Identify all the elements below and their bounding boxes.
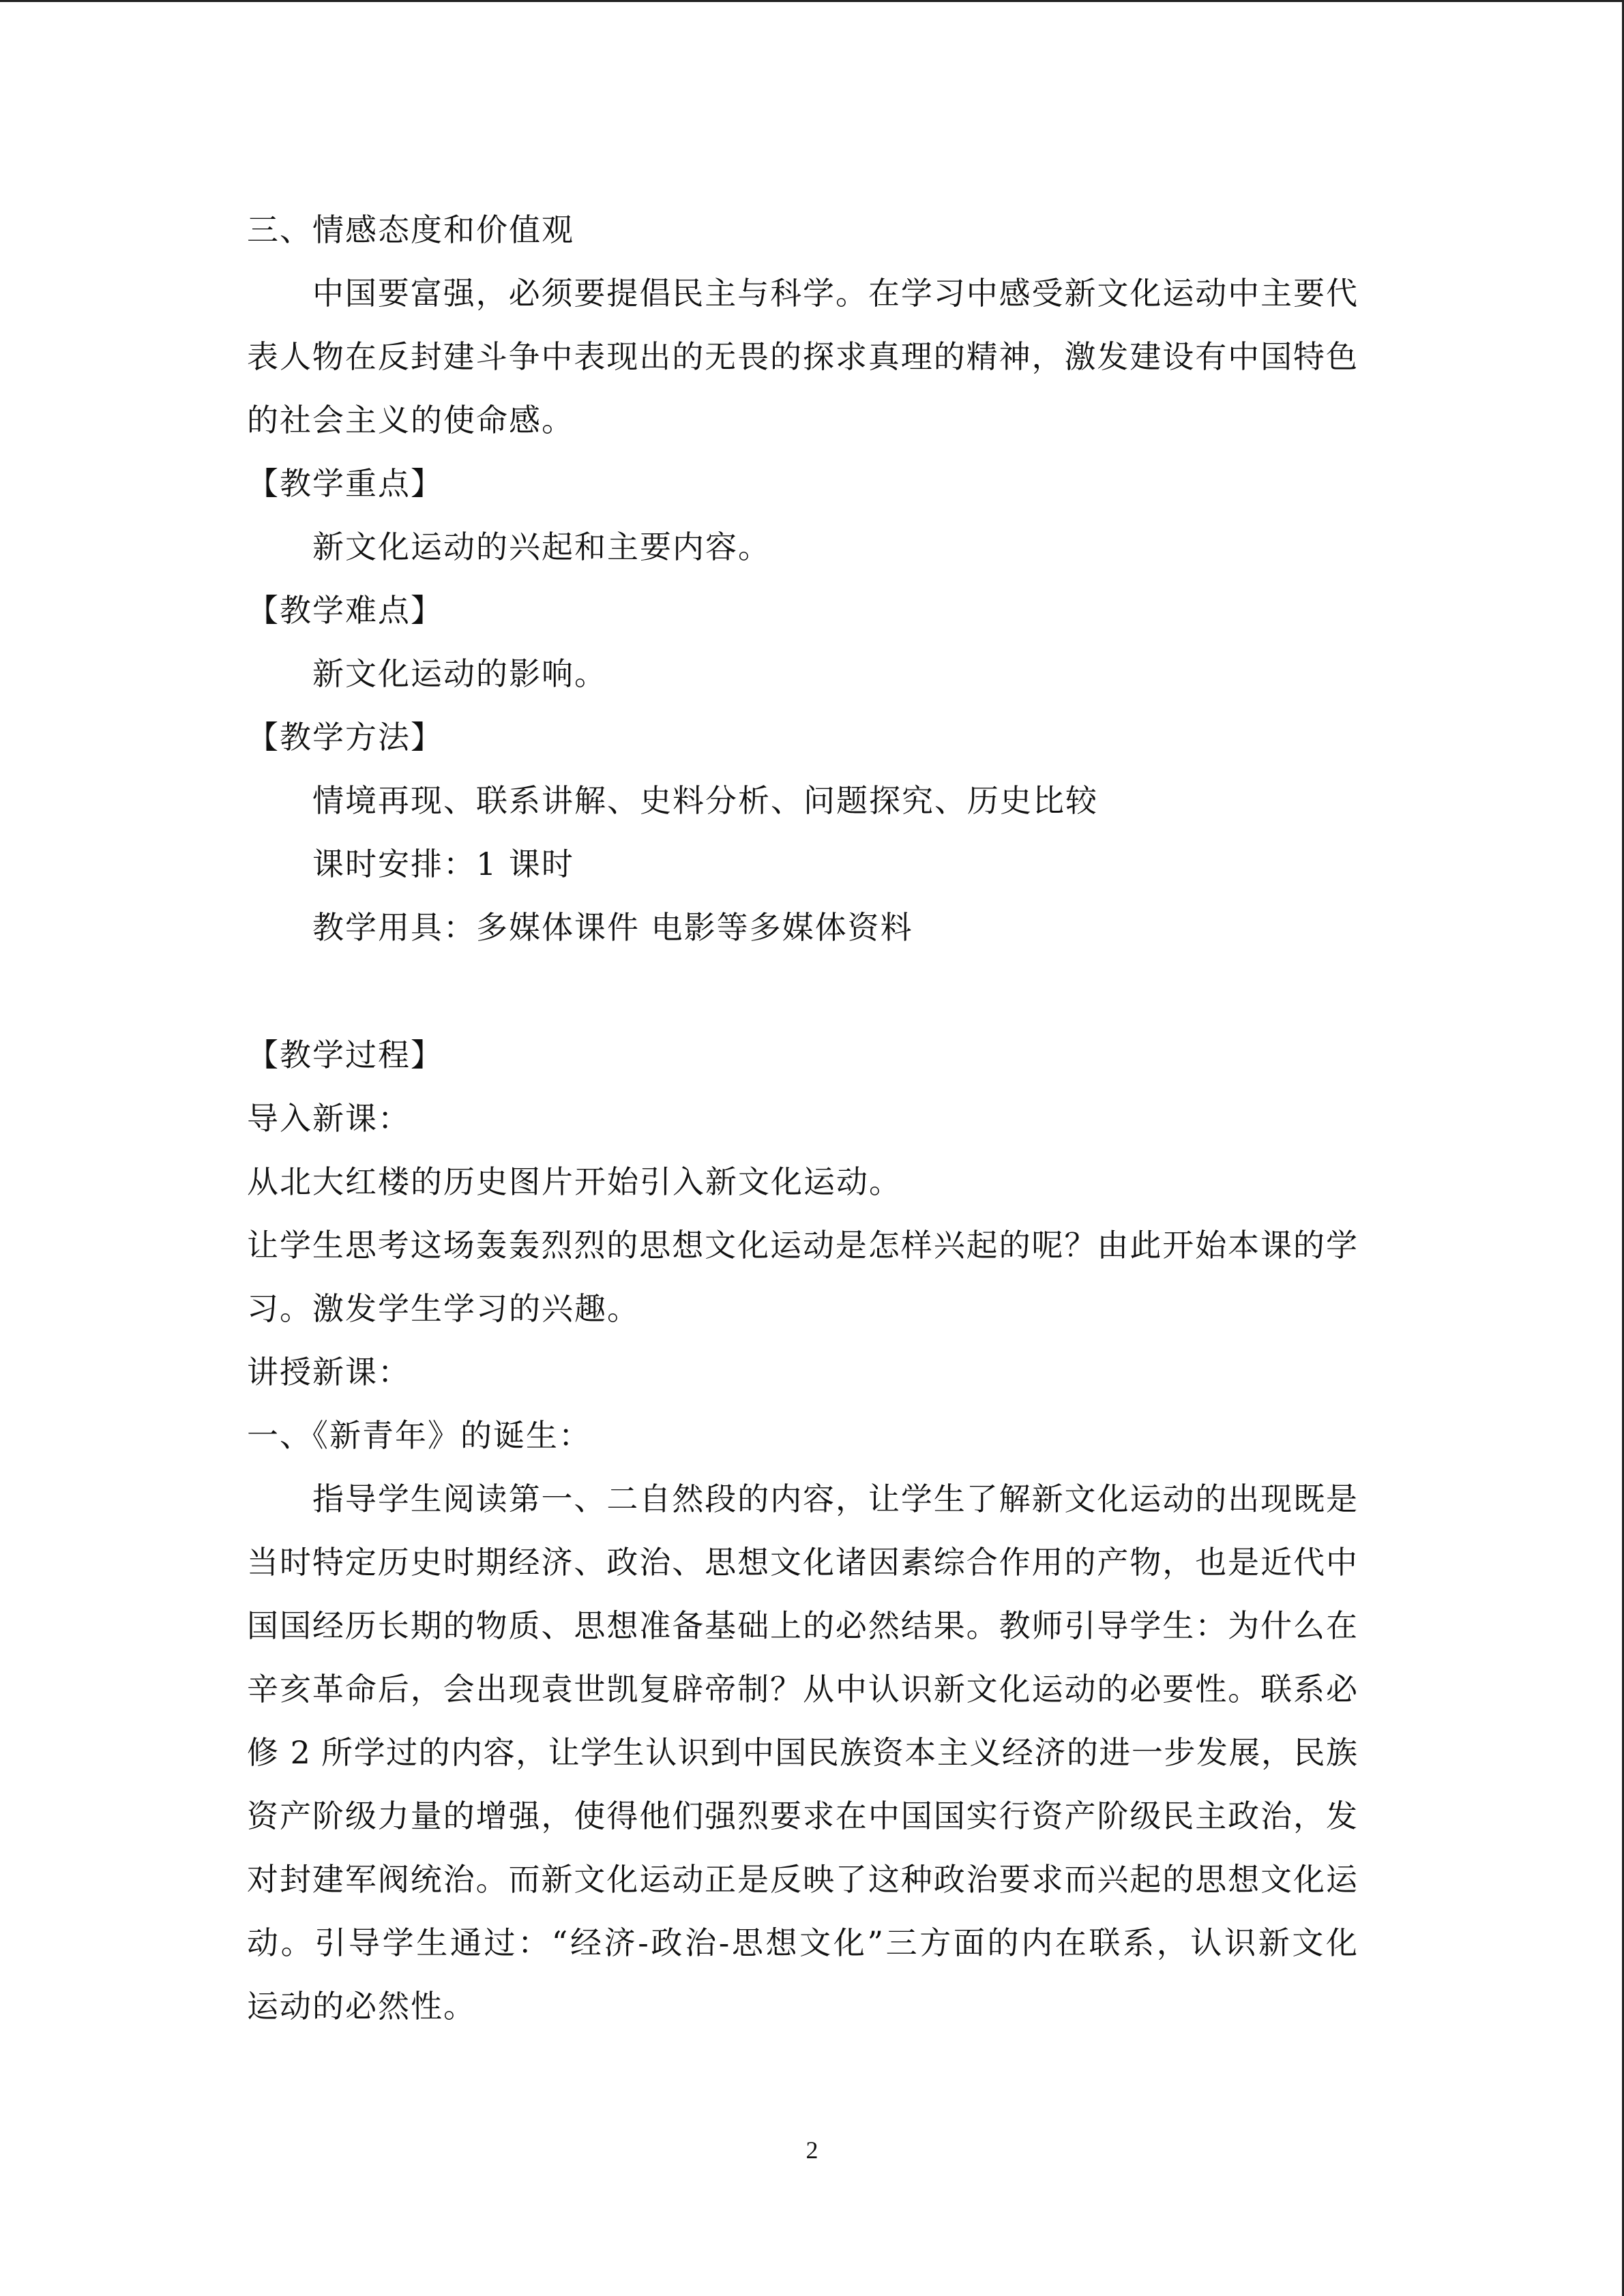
part1-heading: 一、《新青年》的诞生： (247, 1417, 591, 1454)
difficulty-heading: 【教学难点】 (247, 592, 443, 629)
section-heading-attitude: 三、情感态度和价值观 (247, 211, 574, 248)
intro-line: 让学生思考这场轰轰烈烈的思想文化运动是怎样兴起的呢？由此开始本课的学 (247, 1227, 1357, 1264)
process-heading: 【教学过程】 (247, 1037, 443, 1073)
intro-heading: 导入新课： (247, 1100, 411, 1137)
paragraph-line: 修 2 所学过的内容，让学生认识到中国民族资本主义经济的进一步发展，民族 (247, 1734, 1357, 1771)
tools-text: 教学用具：多媒体课件 电影等多媒体资料 (312, 909, 913, 946)
paragraph-line: 资产阶级力量的增强，使得他们强烈要求在中国国实行资产阶级民主政治，发 (247, 1798, 1357, 1834)
key-point-heading: 【教学重点】 (247, 465, 443, 502)
paragraph-line: 国国经历长期的物质、思想准备基础上的必然结果。教师引导学生：为什么在 (247, 1607, 1357, 1644)
teach-heading: 讲授新课： (247, 1354, 411, 1390)
key-point-text: 新文化运动的兴起和主要内容。 (312, 528, 771, 565)
paragraph-line: 动。引导学生通过：“经济-政治-思想文化”三方面的内在联系，认识新文化 (247, 1924, 1357, 1961)
paragraph-line: 指导学生阅读第一、二自然段的内容，让学生了解新文化运动的出现既是 (312, 1480, 1357, 1517)
method-text: 情境再现、联系讲解、史料分析、问题探究、历史比较 (312, 782, 1098, 819)
schedule-text: 课时安排：1 课时 (312, 846, 574, 882)
paragraph-line: 运动的必然性。 (247, 1988, 476, 2025)
paragraph-line: 的社会主义的使命感。 (247, 402, 574, 438)
intro-line: 习。激发学生学习的兴趣。 (247, 1290, 640, 1327)
paragraph-line: 表人物在反封建斗争中表现出的无畏的探求真理的精神，激发建设有中国特色 (247, 338, 1357, 375)
paragraph-line: 对封建军阀统治。而新文化运动正是反映了这种政治要求而兴起的思想文化运 (247, 1861, 1357, 1898)
intro-line: 从北大红楼的历史图片开始引入新文化运动。 (247, 1163, 902, 1200)
paragraph-line: 中国要富强，必须要提倡民主与科学。在学习中感受新文化运动中主要代 (312, 275, 1357, 312)
paragraph-line: 辛亥革命后，会出现袁世凯复辟帝制？从中认识新文化运动的必要性。联系必 (247, 1671, 1357, 1708)
method-heading: 【教学方法】 (247, 719, 443, 756)
page-number: 2 (806, 2136, 818, 2164)
difficulty-text: 新文化运动的影响。 (312, 655, 607, 692)
paragraph-line: 当时特定历史时期经济、政治、思想文化诸因素综合作用的产物，也是近代中 (247, 1544, 1357, 1581)
